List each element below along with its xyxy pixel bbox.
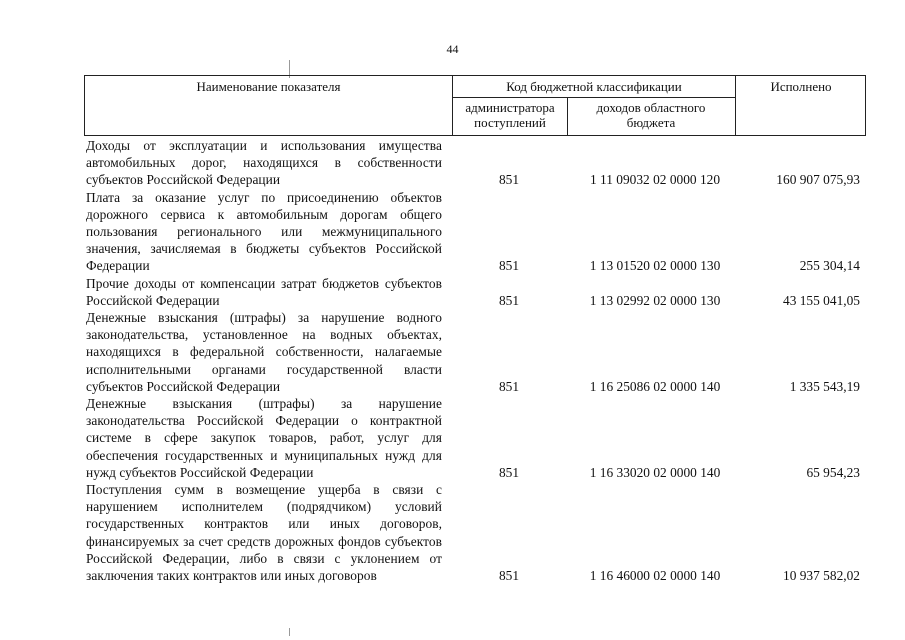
table-row	[86, 275, 866, 309]
indicator-name: Поступления сумм в возмещение ущерба в связи с нарушением исполнителем (подрядчиком) условий государственных контрактов или иных договоров, финансируемых за счет средств дорожных фондов субъектов Российской Федерации, либо в связи с уклонением от заключения таких контрактов или иных договоров	[86, 482, 442, 584]
header-administrator: администратора поступлений	[465, 100, 555, 130]
administrator-code: 851	[498, 172, 520, 188]
table-row	[86, 189, 866, 275]
administrator-code: 851	[498, 292, 520, 308]
executed-amount: 1 335 543,19	[789, 378, 860, 394]
executed-amount: 10 937 582,02	[783, 568, 860, 584]
administrator-code: 851	[498, 378, 520, 394]
table-header	[84, 75, 866, 136]
budget-code: 1 16 46000 02 0000 140	[589, 568, 721, 584]
executed-amount: 255 304,14	[799, 258, 860, 274]
budget-code: 1 16 33020 02 0000 140	[589, 464, 721, 480]
budget-code: 1 13 01520 02 0000 130	[589, 258, 721, 274]
header-name: Наименование показателя	[196, 79, 341, 94]
budget-code: 1 11 09032 02 0000 120	[589, 172, 721, 188]
executed-amount: 65 954,23	[806, 464, 860, 480]
executed-amount: 160 907 075,93	[776, 172, 860, 188]
indicator-name: Прочие доходы от компенсации затрат бюджетов субъектов Российской Федерации	[86, 275, 442, 308]
administrator-code: 851	[498, 258, 520, 274]
indicator-name: Доходы от эксплуатации и использования имущества автомобильных дорог, находящихся в собственности субъектов Российской Федерации	[86, 138, 442, 188]
table-row	[86, 481, 866, 584]
page-number: 44	[446, 42, 459, 56]
table-body	[86, 137, 866, 584]
table-row	[86, 137, 866, 189]
scan-mark-bottom	[289, 628, 290, 636]
header-divider	[452, 97, 735, 98]
indicator-name: Денежные взыскания (штрафы) за нарушение водного законодательства, установленное на водных объектах, находящихся в федеральной собственности, налагаемые исполнительными органами государственной власти субъектов Российской Федерации	[86, 310, 442, 394]
indicator-name: Денежные взыскания (штрафы) за нарушение законодательства Российской Федерации о контрактной системе в сфере закупок товаров, работ, услуг для обеспечения государственных и муниципальных нужд для нужд субъектов Российской Федерации	[86, 396, 442, 480]
header-divider	[567, 98, 568, 135]
budget-code: 1 16 25086 02 0000 140	[589, 378, 721, 394]
budget-code: 1 13 02992 02 0000 130	[589, 292, 721, 308]
administrator-code: 851	[498, 464, 520, 480]
header-budget-code: Код бюджетной классификации	[506, 79, 682, 94]
executed-amount: 43 155 041,05	[783, 292, 860, 308]
indicator-name: Плата за оказание услуг по присоединению объектов дорожного сервиса к автомобильным дорогам общего пользования регионального или межмуниципального значения, зачисляемая в бюджеты субъектов Российской Федерации	[86, 189, 442, 274]
administrator-code: 851	[498, 568, 520, 584]
header-income-code: доходов областного бюджета	[596, 100, 706, 130]
header-executed: Исполнено	[770, 79, 832, 94]
table-row	[86, 395, 866, 481]
table-row	[86, 309, 866, 395]
